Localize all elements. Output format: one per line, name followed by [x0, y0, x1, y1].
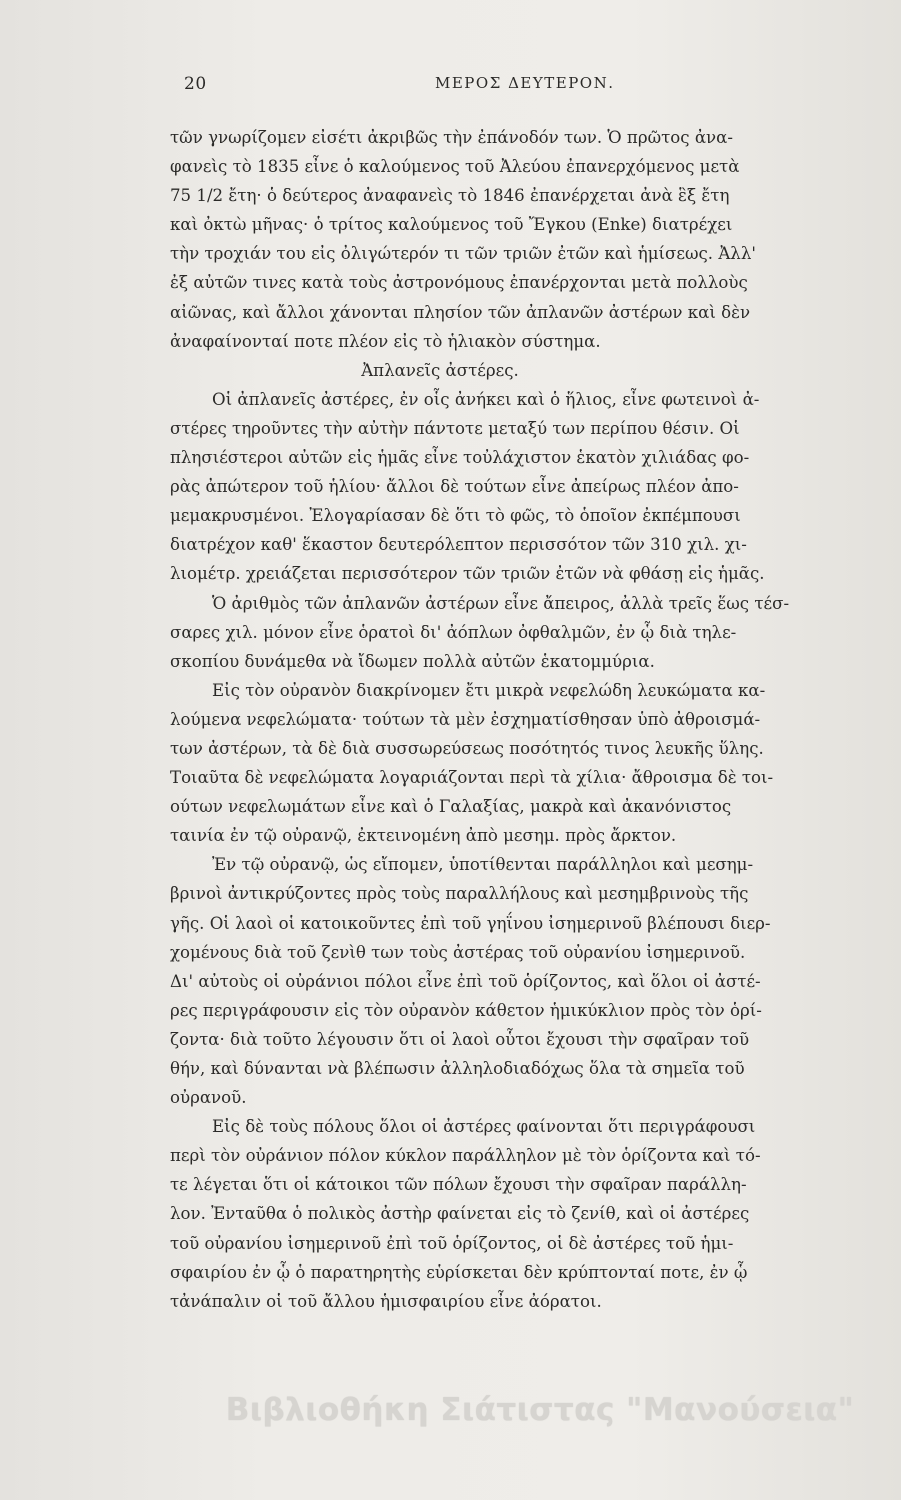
text-line: περὶ τὸν οὐράνιον πόλον κύκλον παράλληλον μὲ τὸν ὁρίζοντα καὶ τό-	[170, 1146, 761, 1166]
text-line: θήν, καὶ δύνανται νὰ βλέπωσιν ἀλληλοδιαδόχως ὅλα τὰ σημεῖα τοῦ	[170, 1059, 745, 1078]
text-line: λούμενα νεφελώματα· τούτων τὰ μὲν ἐσχηματίσθησαν ὑπὸ ἀθροισμά-	[170, 709, 761, 729]
text-line: διατρέχον καθ' ἕκαστον δευτερόλεπτον περισσότον τῶν 310 χιλ. χι-	[170, 535, 747, 555]
text-line: Εἰς τὸν οὐρανὸν διακρίνομεν ἔτι μικρὰ νεφελώδη λευκώματα κα-	[212, 680, 766, 700]
text-line: ταινία ἐν τῷ οὐρανῷ, ἐκτεινομένη ἀπὸ μεσημ. πρὸς ἄρκτον.	[170, 826, 677, 846]
page-number: 20	[184, 74, 207, 94]
text-line: ἐξ αὐτῶν τινες κατὰ τοὺς ἀστρονόμους ἐπανέρχονται μετὰ πολλοὺς	[170, 273, 748, 293]
text-line: τοῦ οὐρανίου ἰσημερινοῦ ἐπὶ τοῦ ὁρίζοντος, οἱ δὲ ἀστέρες τοῦ ἡμι-	[170, 1233, 734, 1253]
text-line: ἀναφαίνονταί ποτε πλέον εἰς τὸ ἡλιακὸν σύστημα.	[170, 331, 601, 351]
text-line: σκοπίου δυνάμεθα νὰ ἴδωμεν πολλὰ αὐτῶν ἑκατομμύρια.	[170, 651, 655, 671]
text-line: των ἀστέρων, τὰ δὲ διὰ συσσωρεύσεως ποσότητός τινος λευκῆς ὕλης.	[170, 738, 764, 758]
text-line: σφαιρίου ἐν ᾧ ὁ παρατηρητὴς εὑρίσκεται δὲν κρύπτονταί ποτε, ἐν ᾧ	[170, 1262, 748, 1282]
text-line: τὴν τροχιάν του εἰς ὀλιγώτερόν τι τῶν τριῶν ἐτῶν καὶ ἡμίσεως. Ἀλλ'	[170, 244, 756, 264]
text-line: ρὰς ἀπώτερον τοῦ ἡλίου· ἄλλοι δὲ τούτων εἶνε ἀπείρως πλέον ἀπο-	[170, 477, 739, 497]
text-line: Τοιαῦτα δὲ νεφελώματα λογαριάζονται περὶ τὰ χίλια· ἄθροισμα δὲ τοι-	[170, 768, 774, 788]
text-line: Ὁ ἀριθμὸς τῶν ἀπλανῶν ἀστέρων εἶνε ἄπειρος, ἀλλὰ τρεῖς ἕως τέσ-	[212, 593, 790, 613]
text-line: ούτων νεφελωμάτων εἶνε καὶ ὁ Γαλαξίας, μακρὰ καὶ ἀκανόνιστος	[170, 797, 732, 817]
text-line: αἰῶνας, καὶ ἄλλοι χάνονται πλησίον τῶν ἀπλανῶν ἀστέρων καὶ δὲν	[170, 302, 751, 322]
text-line: λιομέτρ. χρειάζεται περισσότερον τῶν τριῶν ἐτῶν νὰ φθάσῃ εἰς ἡμᾶς.	[170, 564, 765, 584]
text-line: ρες περιγράφουσιν εἰς τὸν οὐρανὸν κάθετον ἡμικύκλιον πρὸς τὸν ὁρί-	[170, 1000, 762, 1020]
text-line: τε λέγεται ὅτι οἱ κάτοικοι τῶν πόλων ἔχουσι τὴν σφαῖραν παράλλη-	[170, 1175, 747, 1195]
page-header	[170, 74, 730, 104]
text-line: μεμακρυσμένοι. Ἐλογαρίασαν δὲ ὅτι τὸ φῶς, τὸ ὁποῖον ἐκπέμπουσι	[170, 506, 741, 526]
text-line: λον. Ἐνταῦθα ὁ πολικὸς ἀστὴρ φαίνεται εἰς τὸ ζενίθ, καὶ οἱ ἀστέρες	[170, 1204, 750, 1224]
text-line: φανεὶς τὸ 1835 εἶνε ὁ καλούμενος τοῦ Ἀλεύου ἐπανερχόμενος μετὰ	[170, 157, 740, 177]
body-text	[170, 123, 790, 1316]
text-line: οὐρανοῦ.	[170, 1088, 247, 1108]
text-line: πλησιέστεροι αὐτῶν εἰς ἡμᾶς εἶνε τοὐλάχιστον ἑκατὸν χιλιάδας φο-	[170, 448, 750, 468]
text-line: 75 1/2 ἔτη· ὁ δεύτερος ἀναφανεὶς τὸ 1846 ἐπανέρχεται ἀνὰ ἓξ ἔτη	[170, 186, 730, 206]
text-line: Οἱ ἀπλανεῖς ἀστέρες, ἐν οἷς ἀνήκει καὶ ὁ ἥλιος, εἶνε φωτεινοὶ ἀ-	[212, 389, 760, 409]
text-line: τἀνάπαλιν οἱ τοῦ ἄλλου ἡμισφαιρίου εἶνε ἀόρατοι.	[170, 1291, 602, 1311]
text-line: βρινοὶ ἀντικρύζοντες πρὸς τοὺς παραλλήλους καὶ μεσημβρινοὺς τῆς	[170, 884, 749, 904]
section-heading: Ἀπλανεῖς ἀστέρες.	[361, 360, 519, 380]
text-line: χομένους διὰ τοῦ ζενὶθ των τοὺς ἀστέρας τοῦ οὐρανίου ἰσημερινοῦ.	[170, 942, 746, 962]
text-line: Εἰς δὲ τοὺς πόλους ὅλοι οἱ ἀστέρες φαίνονται ὅτι περιγράφουσι	[212, 1117, 756, 1137]
text-line: γῆς. Οἱ λαοὶ οἱ κατοικοῦντες ἐπὶ τοῦ γηΐνου ἰσημερινοῦ βλέπουσι διερ-	[170, 913, 771, 933]
running-title: ΜΕΡΟΣ ΔΕΥΤΕΡΟΝ.	[435, 74, 615, 92]
text-line: στέρες τηροῦντες τὴν αὐτὴν πάντοτε μεταξύ των περίπου θέσιν. Οἱ	[170, 418, 740, 438]
text-line: καὶ ὀκτὼ μῆνας· ὁ τρίτος καλούμενος τοῦ Ἔγκου (Enke) διατρέχει	[170, 215, 733, 235]
text-line: Ἐν τῷ οὐρανῷ, ὡς εἴπομεν, ὑποτίθενται παράλληλοι καὶ μεσημ-	[212, 855, 754, 875]
text-line: τῶν γνωρίζομεν εἰσέτι ἀκριβῶς τὴν ἐπάνοδόν των. Ὁ πρῶτος ἀνα-	[170, 128, 733, 147]
text-line: ζοντα· διὰ τοῦτο λέγουσιν ὅτι οἱ λαοὶ οὗτοι ἔχουσι τὴν σφαῖραν τοῦ	[170, 1029, 750, 1049]
text-line: σαρες χιλ. μόνον εἶνε ὁρατοὶ δι' ἀόπλων ὀφθαλμῶν, ἐν ᾧ διὰ τηλε-	[170, 622, 737, 642]
library-watermark: Βιβλιοθήκη Σιάτιστας "Μανούσεια"	[225, 1392, 855, 1428]
text-line: Δι' αὐτοὺς οἱ οὐράνιοι πόλοι εἶνε ἐπὶ τοῦ ὁρίζοντος, καὶ ὅλοι οἱ ἀστέ-	[170, 971, 761, 991]
